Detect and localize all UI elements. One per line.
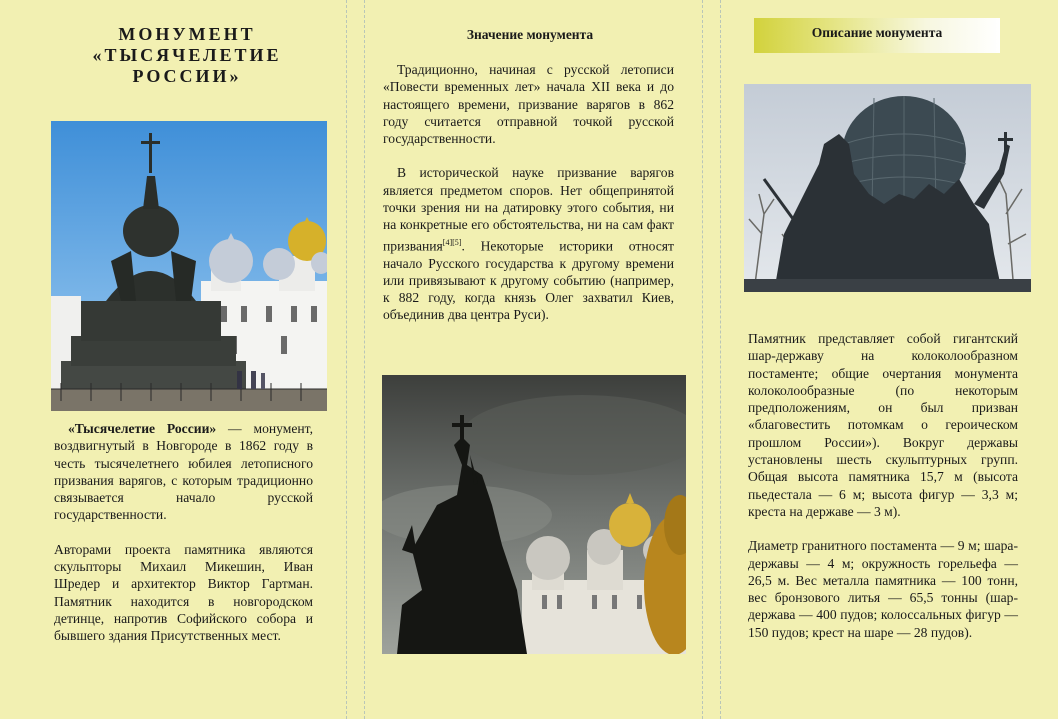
col2-text <box>383 61 674 324</box>
col1-para1-text: — монумент, воздвигнутый в Новгороде в 1862 году в честь тысячелетнего юбилея летописного призвания варягов, с которым традиционно связывается начало русской государственности. <box>54 421 313 523</box>
monument-photo-sunny <box>51 121 327 411</box>
col3-text <box>748 330 1018 641</box>
col1-para2: Авторами проекта памятника являются скульпторы Михаил Микешин, Иван Шредер и архитектор Виктор Гартман. Памятник находится в новгородском детинце, напротив Софийского собора и бывшего здания Присутственных мест. <box>54 541 313 644</box>
column-divider <box>364 0 365 719</box>
col2-para2 <box>383 164 674 323</box>
col2-para2-text: В исторической науке призвание варягов является предметом споров. Нет общепринятой точки зрения ни на датировку этого события, ни на конкретные его обстоятельства, ни на сам факт призвания <box>383 165 674 254</box>
col2-para2-text-end: . Некоторые историки относят начало Русского государства к другому времени или привязывают к другому событию (например, к 882 году, когда князь Олег захватил Киев, объединив два центра Руси). <box>383 238 674 323</box>
col3-para1: Памятник представляет собой гигантский шар-державу на колоколообразном постаменте; общие очертания монумента колоколообразные (по некоторым предположениям, он был призван «благовестить потомкам о героическом прошлом России»). Вокруг державы установлены шесть скульптурных групп. Общая высота памятника 15,7 м (высота пьедестала — 6 м; высота фигур — 3,3 м; креста на державе — 3 м). <box>748 331 1018 519</box>
title-line: «ТЫСЯЧЕЛЕТИЕ <box>92 45 282 65</box>
column-divider <box>346 0 347 719</box>
col1-para1 <box>54 420 313 524</box>
column-divider <box>720 0 721 719</box>
title-line: РОССИИ» <box>132 66 242 86</box>
section-heading-significance: Значение монумента <box>466 27 594 42</box>
col2-para1: Традиционно, начиная с русской летописи «Повести временных лет» начала XII века и до настоящего времени, призвание варягов в 862 году считается отправной точкой русской государственности. <box>383 62 674 147</box>
monument-name-bold: «Тысячелетие России» <box>68 421 217 436</box>
title-line: МОНУМЕНТ <box>118 24 256 44</box>
footnote-refs: [4][5] <box>442 237 462 247</box>
monument-photo-closeup <box>744 84 1031 292</box>
monument-photo-cloudy <box>382 375 686 654</box>
col1-text <box>54 420 313 645</box>
brochure-title <box>62 24 312 87</box>
col3-para2: Диаметр гранитного постамента — 9 м; шара-державы — 4 м; окружность горельефа — 26,5 м. Вес металла памятника — 100 тонн, вес бронзового литья — 65,5 тонны (шар-держава — 400 пудов; колоссальных фигур — 150 пудов; крест на шаре — 28 пудов). <box>748 538 1018 640</box>
section-heading-description: Описание монумента <box>811 25 943 40</box>
column-divider <box>702 0 703 719</box>
